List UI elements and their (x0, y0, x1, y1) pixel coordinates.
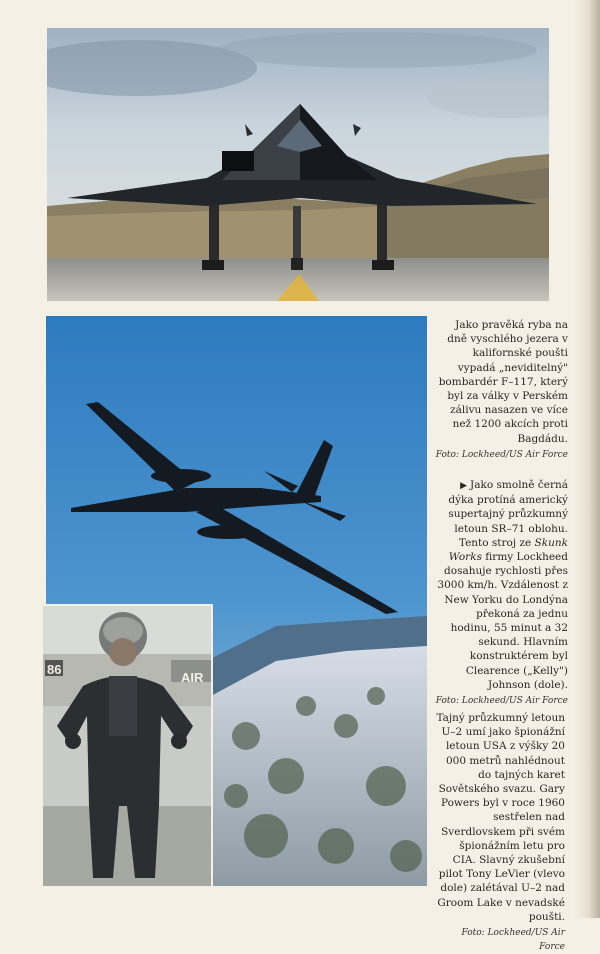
page-edge (574, 0, 600, 918)
photo-credit: Foto: Lockheed/US Air Force (435, 696, 568, 707)
triangle-marker-icon: ▶ (460, 481, 468, 491)
pilot-photo (43, 606, 211, 886)
f117-photo (47, 28, 549, 301)
caption-f117 (433, 318, 568, 462)
caption-u2-text: Tajný průzkumný letoun U–2 umí jako špionážní letoun USA z výšky 20 000 metrů nahlédnout do tajných karet Sovětského svazu. Gary Powers byl v roce 1960 sestřelen nad Sverdlovskem při svém špionážním letu pro CIA. Slavný zkušební pilot Tony LeVier (vlevo dole) zalétával U–2 nad Groom Lake v nevadské poušti. (436, 712, 565, 923)
skunk-works-name: Skunk Works (448, 536, 568, 564)
tail-number: 86 (47, 662, 62, 677)
photo-credit: Foto: Lockheed/US Air Force (435, 449, 568, 460)
caption-sr71-text: ▶ Jako smolně černá dýka protíná americký supertajný průzkumný letoun SR–71 oblohu. Tento stroj ze Skunk Works firmy Lockheed dosahuje rychlosti přes 3000 km/h. Vzdálenost z New Yorku do Londýna překoná za jednu hodinu, 55 minut a 32 sekund. Hlavním konstruktérem byl Clearence („Kelly") Johnson (dole). (437, 479, 568, 691)
hangar-sign: AIR (181, 670, 204, 685)
caption-sr71 (433, 478, 568, 708)
photo-credit: Foto: Lockheed/US Air Force (461, 928, 565, 953)
caption-f117-text: Jako pravěká ryba na dně vyschlého jezera v kalifornské poušti vypadá „neviditelný" bombardér F–117, který byl za války v Perském zálivu nasazen ve více než 1200 akcích proti Bagdádu. (438, 319, 568, 445)
